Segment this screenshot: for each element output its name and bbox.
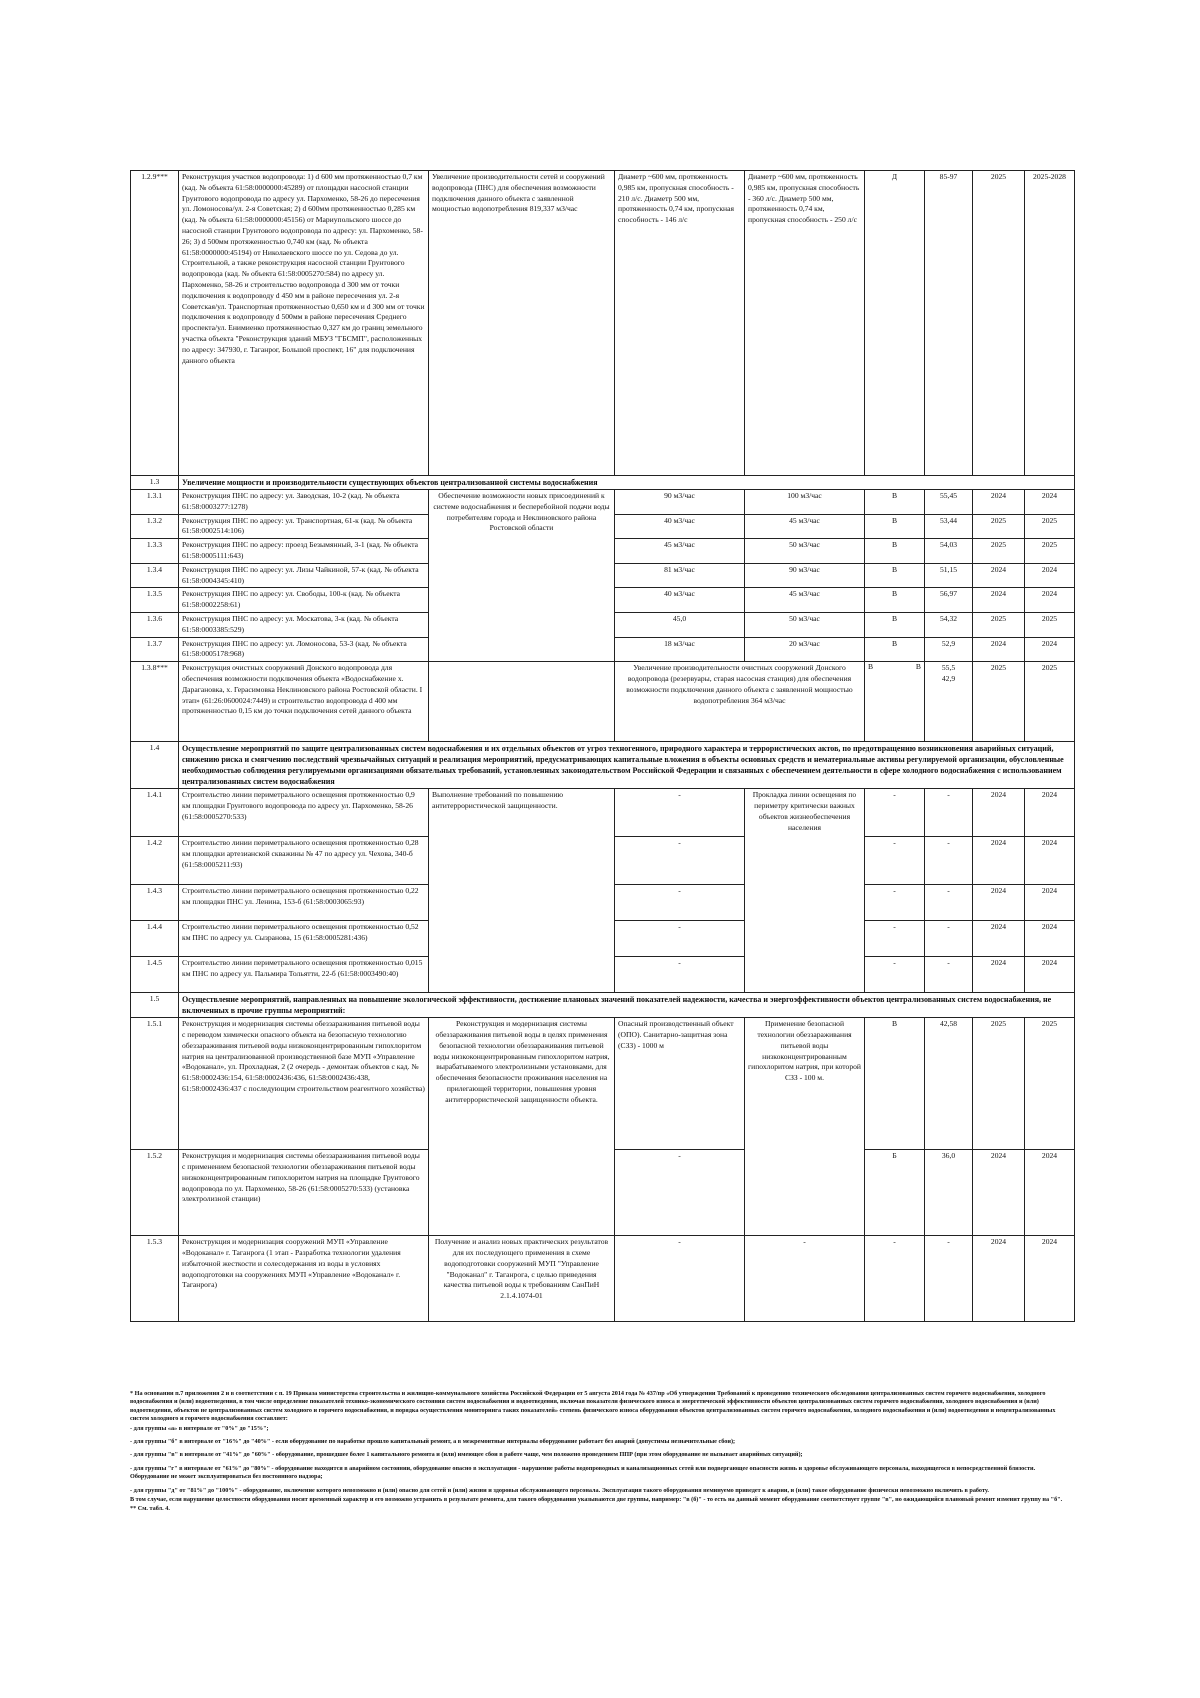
wear-group: В bbox=[865, 588, 925, 613]
start-year: 2025 bbox=[973, 1018, 1025, 1150]
measure-name: Реконструкция очистных сооружений Донского водопровода для обеспечения возможности подключения объекта «Водоснабжение х. Дарагановка, х. Герасимовка Неклиновского района Ростовской области. I этап» (61:26:0600024:7449) и строительство водопровода d 400 мм протяженностью 0,15 км до точки подключения сетей данного объекта bbox=[179, 662, 429, 742]
wear-group: - bbox=[865, 837, 925, 885]
row-number: 1.3.2 bbox=[131, 514, 179, 539]
wear-group: - bbox=[865, 789, 925, 837]
section-title: Увеличение мощности и производительности существующих объектов централизованной системы водоснабжения bbox=[179, 476, 1075, 490]
wear-percent-a: 55,5 bbox=[941, 663, 956, 673]
wear-percent: 36,0 bbox=[925, 1150, 973, 1236]
measure-name: Реконструкция ПНС по адресу: ул. Заводская, 10-2 (кад. № объекта 61:58:0003277:1278) bbox=[179, 490, 429, 515]
value-after: 100 м3/час bbox=[745, 490, 865, 515]
value-after: 90 м3/час bbox=[745, 563, 865, 588]
section-row bbox=[131, 476, 1075, 490]
footnote-two-groups: В том случае, если нарушение целостности оборудования носит временный характер и его возможно устранить в результате ремонта, для такого оборудования указываются две группы, например: "в (б)" - то есть на данный момент оборудование соответствует группе "в", но ожидающийся плановый ремонт изменит группу на "б". bbox=[130, 1496, 1063, 1504]
measure-name: Строительство линии периметрального освещения протяженностью 0,015 км ПНС по адресу ул. Пальмира Тольятти, 22-б (61:58:0003490:40) bbox=[179, 957, 429, 993]
wear-group: - bbox=[865, 1236, 925, 1322]
measure-name: Реконструкция участков водопровода: 1) d 600 мм протяженностью 0,7 км (кад. № объекта 61:58:0000000:45289) от площадки насосной станции Грунтового водопровода по адресу ул. Пархоменко, 58-26 до пересечения ул. Ломоносова/ул. 2-я Советская; 2) d 600мм протяженностью 0,285 км (кад. № объекта 61:58:0000000:45156) от Мариупольского шоссе до насосной станции Грунтового водопровода по адресу: ул. Пархоменко, 58-26; 3) d 500мм протяженностью 0,740 км (кад. № объекта 61:58:0000000:45194) от Николаевского шоссе по ул. Седова до ул. Строительной, а также реконструкция насосной станции Грунтового водопровода (кад. № объекта 61:58:0005270:584) по адресу ул. Пархоменко, 58-26 и строительство водопровода d 300 мм от точки подключения к водопроводу d 450 мм в районе пересечения ул. 2-я Советская/ул. Транспортная протяженностью 0,650 км и d 300 мм от точки подключения к водопроводу d 500мм в районе пересечения Среднего проспекта/ул. Енимиенко протяженностью 0,327 км до границ земельного участка объекта "Реконструкция зданий МБУЗ "ГБСМП", расположенных по адресу: 347930, г. Таганрог, Большой проспект, 16" для подключения данного объекта bbox=[179, 171, 429, 476]
start-year: 2024 bbox=[973, 490, 1025, 515]
row-number: 1.3.8*** bbox=[131, 662, 179, 742]
wear-percent: - bbox=[925, 885, 973, 921]
wear-group: В bbox=[865, 563, 925, 588]
table-row bbox=[131, 662, 1075, 742]
measure-effect: Обеспечение возможности новых присоединений к системе водоснабжения и бесперебойной подачи воды потребителям города и Неклиновского района Ростовской области bbox=[429, 490, 615, 662]
end-year: 2024 bbox=[1025, 837, 1075, 885]
value-before: 18 м3/час bbox=[615, 637, 745, 662]
measure-effect: Выполнение требований по повышению антитеррористической защищенности. bbox=[429, 789, 615, 993]
end-year: 2025 bbox=[1025, 514, 1075, 539]
measure-effect: Получение и анализ новых практических результатов для их последующего применения в схеме водоподготовки сооружений МУП "Управление "Водоканал" г. Таганрога, с целью приведения качества питьевой воды к требованиям СанПиН 2.1.4.1074-01 bbox=[429, 1236, 615, 1322]
measure-name: Строительство линии периметрального освещения протяженностью 0,9 км площадки Грунтового водопровода по адресу ул. Пархоменко, 58-26 (61:58:0005270:533) bbox=[179, 789, 429, 837]
wear-percent: - bbox=[925, 837, 973, 885]
end-year: 2024 bbox=[1025, 885, 1075, 921]
row-number: 1.3.3 bbox=[131, 539, 179, 564]
row-number: 1.3.1 bbox=[131, 490, 179, 515]
section-row bbox=[131, 993, 1075, 1018]
start-year: 2025 bbox=[973, 539, 1025, 564]
wear-percent: 54,03 bbox=[925, 539, 973, 564]
row-number: 1.3.4 bbox=[131, 563, 179, 588]
section-number: 1.5 bbox=[131, 993, 179, 1018]
start-year: 2024 bbox=[973, 563, 1025, 588]
footnote-group-b: - для группы "б" в интервале от "16%" до "40%" - если оборудование по наработке прошло капитальный ремонт, а в межремонтные интервалы оборудование работает без аварий (допустимы незначительные сбои); bbox=[130, 1438, 736, 1446]
value-before: - bbox=[615, 837, 745, 885]
section-number: 1.3 bbox=[131, 476, 179, 490]
footnote-group-d: - для группы "д" от "81%" до "100%" - оборудование, включение которого невозможно и (или) опасно для сетей и (или) жизни и здоровья обслуживающего персонала. Эксплуатация такого оборудования неминуемо приведет к аварии, и (или) такое оборудование физически невозможно включить в работу. bbox=[130, 1486, 989, 1494]
value-before: Диаметр ~600 мм, протяженность 0,985 км, пропускная способность - 210 л/с. Диаметр 500 мм, протяженность 0,74 км, пропускная способность - 146 л/с bbox=[615, 171, 745, 476]
wear-percent: 56,97 bbox=[925, 588, 973, 613]
end-year: 2024 bbox=[1025, 563, 1075, 588]
wear-percent: 51,15 bbox=[925, 563, 973, 588]
measure-name: Строительство линии периметрального освещения протяженностью 0,28 км площадки артезианской скважины № 47 по адресу ул. Чехова, 340-б (61:58:0005211:93) bbox=[179, 837, 429, 885]
start-year: 2024 bbox=[973, 837, 1025, 885]
end-year: 2025 bbox=[1025, 539, 1075, 564]
measure-effect: Реконструкция и модернизация системы обеззараживания питьевой воды в целях применения безопасной технологии обеззараживания питьевой воды низкоконцентрированным гипохлоритом натрия, вырабатываемого электролизными установками, для обеспечения безопасности проживания населения на прилегающей территории, повышения уровня антитеррористической защищенности объекта. bbox=[429, 1018, 615, 1236]
measure-effect-empty bbox=[429, 662, 615, 742]
wear-percent: 55,45 bbox=[925, 490, 973, 515]
wear-group: - bbox=[865, 921, 925, 957]
start-year: 2024 bbox=[973, 1236, 1025, 1322]
value-before: 40 м3/час bbox=[615, 514, 745, 539]
table-row bbox=[131, 789, 1075, 837]
wear-percent: 53,44 bbox=[925, 514, 973, 539]
value-before: - bbox=[615, 1150, 745, 1236]
measure-name: Реконструкция ПНС по адресу: проезд Безымянный, 3-1 (кад. № объекта 61:58:0005111:643) bbox=[179, 539, 429, 564]
row-number: 1.3.5 bbox=[131, 588, 179, 613]
section-title: Осуществление мероприятий по защите централизованных систем водоснабжения и их отдельных объектов от угроз техногенного, природного характера и террористических актов, по предотвращению возникновения аварийных ситуаций, снижению риска и смягчению последствий чрезвычайных ситуаций и реализация мероприятий, предусматривающих капитальные вложения в объекты основных средств и нематериальные активы регулируемой организации, обусловленные необходимостью соблюдения регулируемыми организациями обязательных требований, установленных законодательством Российской Федерации и связанных с обеспечением деятельности в сфере холодного водоснабжения с использованием централизованных систем водоснабжения bbox=[179, 742, 1075, 789]
value-before: - bbox=[615, 789, 745, 837]
end-year: 2025 bbox=[1025, 662, 1075, 742]
wear-group: Д bbox=[865, 171, 925, 476]
start-year: 2024 bbox=[973, 921, 1025, 957]
value-before: - bbox=[615, 921, 745, 957]
start-year: 2024 bbox=[973, 637, 1025, 662]
value-before: 40 м3/час bbox=[615, 588, 745, 613]
value-before: 90 м3/час bbox=[615, 490, 745, 515]
wear-percent: 85-97 bbox=[925, 171, 973, 476]
end-year: 2025 bbox=[1025, 612, 1075, 637]
end-year: 2024 bbox=[1025, 1150, 1075, 1236]
value-before: - bbox=[615, 1236, 745, 1322]
table-row bbox=[131, 490, 1075, 515]
start-year: 2025 bbox=[973, 514, 1025, 539]
end-year: 2024 bbox=[1025, 637, 1075, 662]
value-after: - bbox=[745, 1236, 865, 1322]
section-number: 1.4 bbox=[131, 742, 179, 789]
section-title: Осуществление мероприятий, направленных на повышение экологической эффективности, достижение плановых значений показателей надежности, качества и энергоэффективности объектов централизованных систем водоснабжения, не включенных в прочие группы мероприятий: bbox=[179, 993, 1075, 1018]
row-number: 1.4.4 bbox=[131, 921, 179, 957]
footnote-group-g: - для группы "г" в интервале от "61%" до "80%" - оборудование находится в аварийном состоянии, оборудование опасно в эксплуатации - нарушение работы водопроводных и канализационных сетей или подвергающее опасности жизнь и здоровье обслуживающего персонала, находящегося в непосредственной близости. Оборудование не может эксплуатироваться без постоянного надзора; bbox=[130, 1464, 1036, 1481]
row-number: 1.5.2 bbox=[131, 1150, 179, 1236]
wear-group: - bbox=[865, 885, 925, 921]
end-year: 2025-2028 bbox=[1025, 171, 1075, 476]
measure-name: Реконструкция ПНС по адресу: ул. Москатова, 3-к (кад. № объекта 61:58:0003385:529) bbox=[179, 612, 429, 637]
wear-group: - bbox=[865, 957, 925, 993]
wear-percent: - bbox=[925, 789, 973, 837]
value-after: 45 м3/час bbox=[745, 588, 865, 613]
measure-name: Строительство линии периметрального освещения протяженностью 0,22 км площадки ПНС ул. Ленина, 153-б (61:58:0003065:93) bbox=[179, 885, 429, 921]
value-before: 45,0 bbox=[615, 612, 745, 637]
wear-group bbox=[865, 662, 925, 742]
footnote-group-v: - для группы "в" в интервале от "41%" до "60%" - оборудование, прошедшее более 1 капитального ремонта и (или) имеющее сбои в работе чаще, чем положено проведением ППР (при этом оборудование не вызывает аварийных ситуаций); bbox=[130, 1451, 803, 1459]
document-page bbox=[130, 170, 1074, 1322]
end-year: 2024 bbox=[1025, 921, 1075, 957]
table-row bbox=[131, 171, 1075, 476]
section-row bbox=[131, 742, 1075, 789]
value-after: Применение безопасной технологии обеззараживания питьевой воды низкоконцентрированным гипохлоритом натрия, при которой СЗЗ - 100 м. bbox=[745, 1018, 865, 1236]
wear-group: В bbox=[865, 1018, 925, 1150]
start-year: 2024 bbox=[973, 885, 1025, 921]
value-before: - bbox=[615, 957, 745, 993]
start-year: 2024 bbox=[973, 1150, 1025, 1236]
wear-percent bbox=[925, 662, 973, 742]
wear-group: В bbox=[865, 514, 925, 539]
value-after: Диаметр ~600 мм, протяженность 0,985 км, пропускная способность - 360 л/с. Диаметр 500 мм, протяженность 0,74 км, пропускная способность - 250 л/с bbox=[745, 171, 865, 476]
measure-name: Реконструкция ПНС по адресу: ул. Свободы, 100-к (кад. № объекта 61:58:0002258:61) bbox=[179, 588, 429, 613]
wear-percent: - bbox=[925, 921, 973, 957]
wear-percent: 54,32 bbox=[925, 612, 973, 637]
table-row bbox=[131, 1018, 1075, 1150]
wear-group: Б bbox=[865, 1150, 925, 1236]
footnote-see-table: ** См. табл. 4. bbox=[130, 1505, 170, 1513]
row-number: 1.3.6 bbox=[131, 612, 179, 637]
row-number: 1.5.1 bbox=[131, 1018, 179, 1150]
wear-group: В bbox=[865, 539, 925, 564]
measure-effect: Увеличение производительности сетей и сооружений водопровода (ПНС) для обеспечения возможности подключения данного объекта с заявленной мощностью водопотребления 819,337 м3/час bbox=[429, 171, 615, 476]
end-year: 2024 bbox=[1025, 957, 1075, 993]
measure-name: Реконструкция и модернизация системы обеззараживания питьевой воды с переводом химически опасного объекта на безопасную технологию обеззараживания питьевой воды низкоконцентрированным гипохлоритом натрия на централизованной производственной базе МУП «Управление «Водоканал», ул. Прохладная, 2 (2 очередь - демонтаж объектов с кад. № 61:58:0002436:154, 61:58:0002436:436, 61:58:0002436:438, 61:58:0002436:437 с последующим строительством реагентного хозяйства) bbox=[179, 1018, 429, 1150]
end-year: 2024 bbox=[1025, 1236, 1075, 1322]
measures-table bbox=[130, 170, 1075, 1322]
measure-name: Строительство линии периметрального освещения протяженностью 0,52 км ПНС по адресу ул. Сызранова, 15 (61:58:0005281:436) bbox=[179, 921, 429, 957]
value-before: 81 м3/час bbox=[615, 563, 745, 588]
end-year: 2024 bbox=[1025, 789, 1075, 837]
measure-name: Реконструкция и модернизация системы обеззараживания питьевой воды с применением безопасной технологии обеззараживания питьевой воды низкоконцентрированным гипохлоритом натрия на площадке Грунтового водопровода по ул. Пархоменко, 58-26 (61:58:0005270:533) (установка электролизной станции) bbox=[179, 1150, 429, 1236]
start-year: 2024 bbox=[973, 588, 1025, 613]
value-after: 50 м3/час bbox=[745, 539, 865, 564]
row-number: 1.4.1 bbox=[131, 789, 179, 837]
wear-group: В bbox=[865, 637, 925, 662]
capacity-increase: Увеличение производительности очистных сооружений Донского водопровода (резервуары, старая насосная станция) для обеспечения возможности подключения данного объекта с заявленной мощностью водопотребления 364 м3/час bbox=[615, 662, 865, 742]
start-year: 2024 bbox=[973, 789, 1025, 837]
start-year: 2025 bbox=[973, 171, 1025, 476]
start-year: 2025 bbox=[973, 612, 1025, 637]
row-number: 1.4.5 bbox=[131, 957, 179, 993]
value-after: 45 м3/час bbox=[745, 514, 865, 539]
start-year: 2024 bbox=[973, 957, 1025, 993]
wear-percent-b: 42,9 bbox=[941, 673, 956, 683]
value-before: - bbox=[615, 885, 745, 921]
end-year: 2025 bbox=[1025, 1018, 1075, 1150]
end-year: 2024 bbox=[1025, 490, 1075, 515]
measure-name: Реконструкция ПНС по адресу: ул. Лизы Чайкиной, 57-к (кад. № объекта 61:58:0004345:410) bbox=[179, 563, 429, 588]
row-number: 1.4.2 bbox=[131, 837, 179, 885]
footnote-main: * На основании п.7 приложения 2 и в соответствии с п. 19 Приказа министерства строительства и жилищно-коммунального хозяйства Российской Федерации от 5 августа 2014 года № 437/пр «Об утверждении Требований к проведению технического обследования централизованных систем горячего водоснабжения, холодного водоснабжения и (или) водоотведения, в том числе определение показателей технико-экономического состояния систем водоснабжения и водоотведения, включая показатели физического износа и энергетической эффективности объектов централизованных систем горячего водоснабжения, холодного водоснабжения и (или) водоотведения, объектов не централизованных систем холодного и горячего водоснабжения, и порядка осуществления мониторинга таких показателей» степень физического износа оборудования объектов централизованных систем горячего водоснабжения, холодного водоснабжения и (или) водоотведения и нецентрализованных систем холодного и горячего водоснабжения составляет: bbox=[130, 1390, 1056, 1423]
wear-group-a: В bbox=[868, 662, 874, 672]
wear-group: В bbox=[865, 490, 925, 515]
value-after: Прокладка линии освещения по периметру критически важных объектов жизнеобеспечения населения bbox=[745, 789, 865, 993]
wear-group: В bbox=[865, 612, 925, 637]
footnote-group-a: - для группы «а» в интервале от "0%" до "15%"; bbox=[130, 1424, 269, 1432]
wear-percent: - bbox=[925, 1236, 973, 1322]
end-year: 2024 bbox=[1025, 588, 1075, 613]
value-before: Опасный производственный объект (ОПО). Санитарно-защитная зона (СЗЗ) - 1000 м bbox=[615, 1018, 745, 1150]
measure-name: Реконструкция и модернизация сооружений МУП «Управление «Водоканал» г. Таганрога (1 этап - Разработка технологии удаления избыточной жесткости и солесодержания из воды в условиях водоподготовки на сооружениях МУП «Управление «Водоканал» г. Таганрога) bbox=[179, 1236, 429, 1322]
row-number: 1.5.3 bbox=[131, 1236, 179, 1322]
footnotes bbox=[130, 1390, 1074, 1519]
value-after: 50 м3/час bbox=[745, 612, 865, 637]
value-before: 45 м3/час bbox=[615, 539, 745, 564]
value-after: 20 м3/час bbox=[745, 637, 865, 662]
wear-percent: - bbox=[925, 957, 973, 993]
wear-percent: 42,58 bbox=[925, 1018, 973, 1150]
row-number: 1.4.3 bbox=[131, 885, 179, 921]
wear-percent: 52,9 bbox=[925, 637, 973, 662]
start-year: 2025 bbox=[973, 662, 1025, 742]
measure-name: Реконструкция ПНС по адресу: ул. Ломоносова, 53-3 (кад. № объекта 61:58:0005178:968) bbox=[179, 637, 429, 662]
row-number: 1.3.7 bbox=[131, 637, 179, 662]
measure-name: Реконструкция ПНС по адресу: ул. Транспортная, 61-к (кад. № объекта 61:58:0002514:106) bbox=[179, 514, 429, 539]
row-number: 1.2.9*** bbox=[131, 171, 179, 476]
table-row bbox=[131, 1236, 1075, 1322]
wear-group-b: В bbox=[915, 662, 921, 672]
